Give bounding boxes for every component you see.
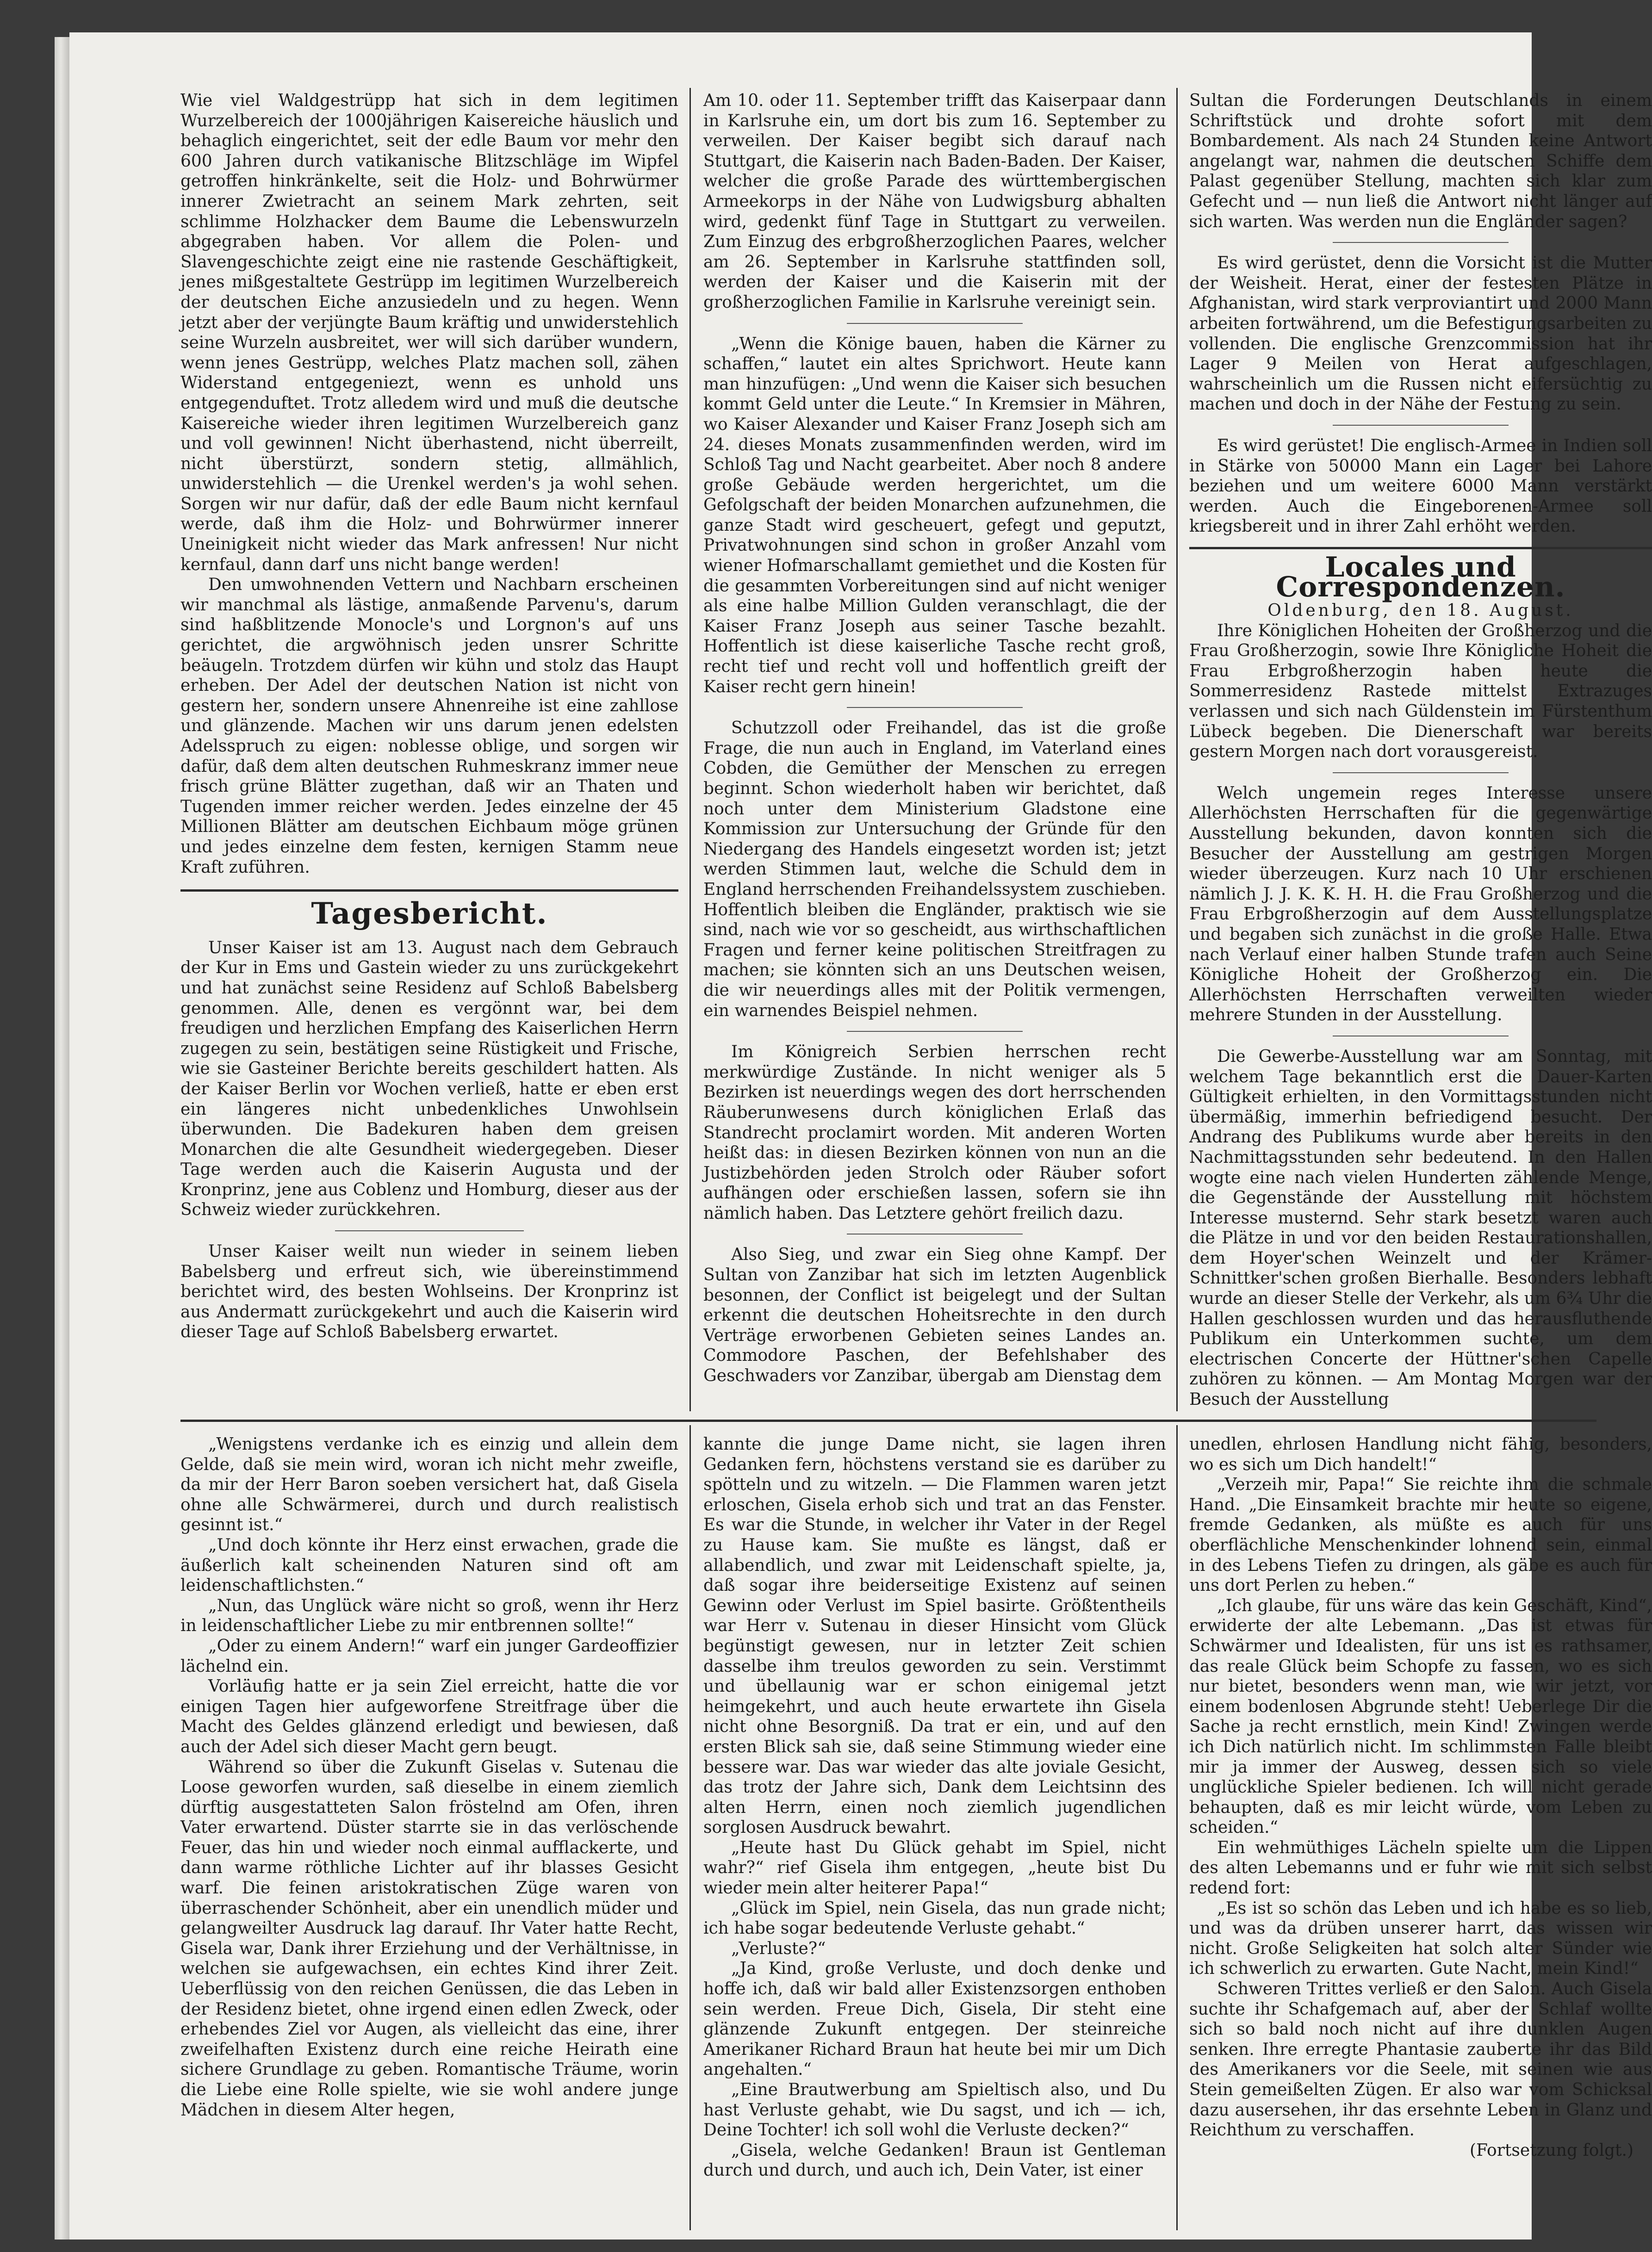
- separator: [1333, 425, 1509, 426]
- column-rule: [1176, 1425, 1178, 2230]
- column-rule: [689, 1425, 691, 2230]
- paragraph: „Wenn die Könige bauen, haben die Kärner zu schaffen,“ lautet ein altes Sprichwort. Heute kann man hinzufügen: „Und wenn die Kaiser sich besuchen kommt Geld unter die Leute.“ In Kremsier in Mähren, wo Kaiser Alexander und Kaiser Franz Joseph sich am 24. dieses Monats zusammenfinden werden, wird im Schloß Tag und Nacht gearbeitet. Aber noch 8 andere große Gebäude werden hergerichtet, um die Gefolgschaft der beiden Monarchen aufzunehmen, die ganze Stadt wird gescheuert, gefegt und geputzt, Privatwohnungen sind schon in großer Anzahl vom wiener Hofmarschallamt gemiethet und die Kosten für die gesammten Vorbereitungen sind auf nicht weniger als eine halbe Million Gulden veranschlagt, die der Kaiser Franz Joseph aus seiner Tasche bezahlt. Hoffentlich ist diese kaiserliche Tasche recht groß, recht tief und recht voll und hoffentlich greift der Kaiser recht gern hinein!: [703, 334, 1166, 696]
- column-rule: [689, 88, 691, 1411]
- paragraph: Am 10. oder 11. September trifft das Kaiserpaar dann in Karlsruhe ein, um dort bis zum 16. September zu verweilen. Der Kaiser begibt sich darauf nach Stuttgart, die Kaiserin nach Baden-Baden. Der Kaiser, welcher die große Parade des württembergischen Armeekorps in der Nähe von Ludwigsburg abhalten wird, gedenkt fünf Tage in Stuttgart zu verweilen. Zum Einzug des erbgroßherzoglichen Paares, welcher am 26. September in Karlsruhe stattfinden soll, werden der Kaiser und die Kaiserin mit der großherzoglichen Familie in Karlsruhe vereinigt sein.: [703, 91, 1166, 312]
- paragraph: Wie viel Waldgestrüpp hat sich in dem legitimen Wurzelbereich der 1000jährigen Kaisereiche häuslich und behaglich eingerichtet, seit der edle Baum vor mehr den 600 Jahren durch vatikanische Blitzschläge im Wipfel getroffen hinkränkelte, seit die Holz- und Bohrwürmer innerer Zwietracht an seinem Mark zehrten, seit schlimme Holzhacker dem Baume die Lebenswurzeln abgegraben haben. Vor allem die Polen- und Slavengeschichte zeigt eine nie rastende Geschäftigkeit, jenes mißgestaltete Gestrüpp im legitimen Wurzelbereich der deutschen Eiche anzusiedeln und zu hegen. Wenn jetzt aber der verjüngte Baum kräftig und unwiderstehlich seine Wurzeln ausbreitet, wer will sich darüber wundern, wenn jenes Gestrüpp, welches Platz machen soll, zähen Widerstand entgegeniezt, wenn es unhold uns entgegenduftet. Trotz alledem wird und muß die deutsche Kaisereiche wieder ihren legitimen Wurzelbereich ganz und voll gewinnen! Nicht überhastend, nicht überreilt, nicht überstürzt, sondern stetig, allmählich, unwiderstehlich — die Urenkel werden's ja wohl sehen. Sorgen wir nur dafür, daß der edle Baum nicht kernfaul werde, daß ihm die Holz- und Bohrwürmer innerer Uneinigkeit nicht wieder das Mark anfressen! Nur nicht kernfaul, dann darf uns nicht bange werden!: [180, 91, 678, 574]
- section-rule: [180, 889, 678, 892]
- paragraph: „Es ist so schön das Leben und ich habe es so lieb, und was da drüben unserer harrt, das wissen wir nicht. Große Seligkeiten hat solch alter Sünder wie ich schwerlich zu erwarten. Gute Nacht, mein Kind!“: [1189, 1898, 1652, 1979]
- paragraph: „Oder zu einem Andern!“ warf ein junger Gardeoffizier lächelnd ein.: [180, 1636, 678, 1676]
- feuilleton-rule: [180, 1420, 1596, 1422]
- feuilleton-column-3: [1189, 1434, 1652, 2230]
- paragraph: Ihre Königlichen Hoheiten der Großherzog und die Frau Großherzogin, sowie Ihre Königliche Hoheit die Frau Erbgroßherzogin haben heute die Sommerresidenz Rastede mittelst Extrazuges verlassen und sich nach Güldenstein im Fürstenthum Lübeck begeben. Die Dienerschaft war bereits gestern Morgen nach dort vorausgereist.: [1189, 621, 1652, 762]
- paragraph: Also Sieg, und zwar ein Sieg ohne Kampf. Der Sultan von Zanzibar hat sich im letzten Augenblick besonnen, der Conflict ist beigelegt und der Sultan erkennt die deutschen Hoheitsrechte in den durch Verträge erworbenen Gebieten seines Landes an. Commodore Paschen, der Befehlshaber des Geschwaders vor Zanzibar, übergab am Dienstag dem: [703, 1245, 1166, 1386]
- dateline: Oldenburg, den 18. August.: [1267, 601, 1574, 620]
- paragraph: „Eine Brautwerbung am Spieltisch also, und Du hast Verluste gehabt, wie Du sagst, und ich — ich, Deine Tochter! ich soll wohl die Verluste decken?“: [703, 2080, 1166, 2140]
- paragraph: „Gisela, welche Gedanken! Braun ist Gentleman durch und durch, und auch ich, Dein Vater, ist einer: [703, 2140, 1166, 2180]
- paragraph: Welch ungemein reges Interesse unsere Allerhöchsten Herrschaften für die gegenwärtige Ausstellung bekunden, davon konnten sich die Besucher der Ausstellung am gestrigen Morgen wieder überzeugen. Kurz nach 10 Uhr erschienen nämlich J. J. K. K. H. H. die Frau Großherzog und die Frau Erbgroßherzogin auf dem Ausstellungsplatze und begaben sich zunächst in die große Halle. Etwa nach Verlauf einer halben Stunde trafen auch Seine Königliche Hoheit der Großherzog ein. Die Allerhöchsten Herrschaften verweilten wieder mehrere Stunden in der Ausstellung.: [1189, 783, 1652, 1025]
- paragraph: „Heute hast Du Glück gehabt im Spiel, nicht wahr?“ rief Gisela ihm entgegen, „heute bist Du wieder mein alter heiterer Papa!“: [703, 1838, 1166, 1898]
- section-heading-locales: Locales und Correspondenzen.: [1276, 551, 1565, 604]
- paragraph: Unser Kaiser ist am 13. August nach dem Gebrauch der Kur in Ems und Gastein wieder zu uns zurückgekehrt und hat zunächst seine Residenz auf Schloß Babelsberg genommen. Alle, denen es vergönnt war, bei dem freudigen und herzlichen Empfang des Kaiserlichen Herrn zugegen zu sein, bestätigen seine Rüstigkeit und Frische, wie sie Gasteiner Berichte bereits geschildert hatten. Als der Kaiser Berlin vor Wochen verließ, hatte er eben erst ein längeres nicht unbedenkliches Unwohlsein überwunden. Die Badekuren haben dem greisen Monarchen die alte Gesundheit wiedergegeben. Dieser Tage werden auch die Kaiserin Augusta und der Kronprinz, jene aus Coblenz und Homburg, dieser aus der Schweiz wieder zurückkehren.: [180, 938, 678, 1220]
- paragraph: Es wird gerüstet! Die englisch-Armee in Indien soll in Stärke von 50000 Mann ein Lager bei Lahore beziehen und um weitere 6000 Mann verstärkt werden. Auch die Eingeborenen-Armee soll kriegsbereit und in ihrer Zahl erhöht werden.: [1189, 436, 1652, 536]
- column-1: [180, 91, 678, 1419]
- paragraph: „Verzeih mir, Papa!“ Sie reichte ihm die schmale Hand. „Die Einsamkeit brachte mir heute so eigene, fremde Gedanken, als müßte es auch für uns oberflächliche Menschenkinder lohnend sein, einmal in des Lebens Tiefen zu dringen, als gäbe es auch für uns dort Perlen zu heben.“: [1189, 1475, 1652, 1595]
- paragraph: „Wenigstens verdanke ich es einzig und allein dem Gelde, daß sie mein wird, woran ich nicht mehr zweifle, da mir der Herr Baron soeben versichert hat, daß Gisela ohne alle Schwärmerei, durch und durch realistisch gesinnt ist.“: [180, 1435, 678, 1535]
- column-rule: [1176, 88, 1178, 1411]
- paragraph: Die Gewerbe-Ausstellung war am Sonntag, mit welchem Tage bekanntlich erst die Dauer-Karten Gültigkeit erhielten, in den Vormittagsstunden nicht übermäßig, immerhin befriedigend besucht. Der Andrang des Publikums wurde aber bereits in den Nachmittagsstunden sehr bedeutend. In den Hallen wogte eine nach vielen Hunderten zählende Menge, die Gegenstände der Ausstellung mit höchstem Interesse musternd. Sehr stark besetzt waren auch die Plätze in und vor den beiden Restaurationshallen, dem Hoyer'schen Weinzelt und der Krämer-Schnittker'schen großen Bierhalle. Besonders lebhaft wurde an dieser Stelle der Verkehr, als um 6¾ Uhr die Hallen geschlossen wurden und das herausfluthende Publikum ein Unterkommen suchte, um dem electrischen Concerte der Hüttner'schen Capelle zuhören zu können. — Am Montag Morgen war der Besuch der Ausstellung: [1189, 1047, 1652, 1409]
- paragraph: Den umwohnenden Vettern und Nachbarn erscheinen wir manchmal als lästige, anmaßende Parvenu's, darum sind haßblitzende Monocle's und Lorgnon's auf uns gerichtet, die argwöhnisch jeden unsrer Schritte beäugeln. Trotzdem dürfen wir kühn und stolz das Haupt erheben. Der Adel der deutschen Nation ist nicht von gestern her, sondern unsere Ahnenreihe ist eine zahllose und glänzende. Machen wir uns darum jenen edelsten Adelsspruch zu eigen: noblesse oblige, und sorgen wir dafür, daß dem alten deutschen Ruhmeskranz immer neue frisch grüne Blätter zugethan, daß wir an Thaten und Tugenden immer reicher werden. Jedes einzelne der 45 Millionen Blätter am deutschen Eichbaum möge grünen und jedes einzelne dem festen, kernigen Stamm neue Kraft zuführen.: [180, 575, 678, 877]
- paragraph: Während so über die Zukunft Giselas v. Sutenau die Loose geworfen wurden, saß dieselbe in einem ziemlich dürftig ausgestatteten Salon fröstelnd am Ofen, ihren Vater erwartend. Düster starrte sie in das verlöschende Feuer, das hin und wieder noch einmal aufflackerte, und dann warme röthliche Lichter auf ihr blasses Gesicht warf. Die feinen aristokratischen Züge waren von überraschender Schönheit, aber ein unendlich müder und gelangweilter Ausdruck lag darauf. Ihr Vater hatte Recht, Gisela war, Dank ihrer Erziehung und der Verhältnisse, in welchen sie aufgewachsen, ein echtes Kind ihrer Zeit. Ueberflüssig von den reichen Genüssen, die das Leben in der Residenz bietet, ohne irgend einen edlen Zweck, oder erhebendes Ziel vor Augen, als vielleicht das eine, ihrer zweifelhaften Existenz durch eine reiche Heirath eine sichere Grundlage zu geben. Romantische Träume, worin die Liebe eine Rolle spielte, wie sie wohl andere junge Mädchen in diesem Alter hegen,: [180, 1757, 678, 2120]
- newspaper-page: [69, 32, 1652, 2240]
- paragraph: „Nun, das Unglück wäre nicht so groß, wenn ihr Herz in leidenschaftlicher Liebe zu mir entbrennen sollte!“: [180, 1596, 678, 1636]
- continued-note: (Fortsetzung folgt.): [1470, 2140, 1633, 2160]
- paragraph: Es wird gerüstet, denn die Vorsicht ist die Mutter der Weisheit. Herat, einer der festesten Plätze in Afghanistan, wird stark verproviantirt und 2000 Mann arbeiten fortwährend, um die Befestigungsarbeiten zu vollenden. Die englische Grenzcommission hat ihr Lager 9 Meilen von Herat aufgeschlagen, wahrscheinlich um die Russen nicht eifersüchtig zu machen und doch in der Nähe der Festung zu sein.: [1189, 254, 1652, 414]
- paragraph: „Ich glaube, für uns wäre das kein Geschäft, Kind“, erwiderte der alte Lebemann. „Das ist etwas für Schwärmer und Idealisten, für uns ist es rathsamer, das reale Glück beim Schopfe zu fassen, wo es sich nur bietet, besonders wenn man, wie wir jetzt, vor einem bodenlosen Abgrunde steht! Ueberlege Dir die Sache ja recht ernstlich, mein Kind! Zwingen werde ich Dich natürlich nicht. Im schlimmsten Falle bleibt mir ja immer der Ausweg, dessen sich so viele unglückliche Spieler bedienen. Ich will nicht gerade behaupten, daß es mir leicht würde, vom Leben zu scheiden.“: [1189, 1596, 1652, 1837]
- column-2: [703, 91, 1166, 1419]
- feuilleton-column-2: [703, 1434, 1166, 2230]
- separator: [1333, 242, 1509, 243]
- paragraph: Sultan die Forderungen Deutschlands in einem Schriftstück und drohte sofort mit dem Bombardement. Als nach 24 Stunden keine Antwort angelangt war, nahmen die deutschen Schiffe dem Palast gegenüber Stellung, machten sich klar zum Gefecht und — nun ließ die Antwort nicht länger auf sich warten. Was werden nun die Engländer sagen?: [1189, 91, 1652, 231]
- section-heading-tagesbericht: Tagesbericht.: [311, 896, 548, 931]
- column-3: [1189, 91, 1652, 1419]
- paragraph: Schutzzoll oder Freihandel, das ist die große Frage, die nun auch in England, im Vaterland eines Cobden, die Gemüther der Menschen zu erregen beginnt. Schon wiederholt haben wir berichtet, daß noch unter dem Ministerium Gladstone eine Kommission zur Untersuchung der Gründe für den Niedergang des Handels eingesetzt worden ist; jetzt werden Stimmen laut, welche die Schuld dem in England herrschenden Freihandelssystem zuschieben. Hoffentlich bleiben die Engländer, praktisch wie sie sind, nach wie vor so gescheidt, aus wirthschaftlichen Fragen und ferner keine politischen Streitfragen zu machen; sie könnten sich an uns Deutschen weisen, die wir neuerdings alles mit der Politik vermengen, ein warnendes Beispiel nehmen.: [703, 719, 1166, 1020]
- separator: [335, 1230, 524, 1231]
- paragraph: „Glück im Spiel, nein Gisela, das nun grade nicht; ich habe sogar bedeutende Verluste gehabt.“: [703, 1898, 1166, 1938]
- page-edge: [55, 37, 70, 2240]
- paragraph: unedlen, ehrlosen Handlung nicht fähig, besonders, wo es sich um Dich handelt!“: [1189, 1435, 1652, 1474]
- paragraph: Vorläufig hatte er ja sein Ziel erreicht, hatte die vor einigen Tagen hier aufgeworfene Streitfrage über die Macht des Geldes glänzend erledigt und bewiesen, daß auch der Adel sich dieser Macht gern beugt.: [180, 1677, 678, 1756]
- separator: [847, 323, 1023, 324]
- paragraph: Im Königreich Serbien herrschen recht merkwürdige Zustände. In nicht weniger als 5 Bezirken ist neuerdings wegen des dort herrschenden Räuberunwesens durch königlichen Erlaß das Standrecht proclamirt worden. Mit anderen Worten heißt das: in diesen Bezirken können von nun an die Justizbehörden jeden Strolch oder Räuber sofort aufhängen oder erschießen lassen, sofern sie ihn nämlich haben. Das Letztere gehört freilich dazu.: [703, 1042, 1166, 1223]
- paragraph: Schweren Trittes verließ er den Salon. Auch Gisela suchte ihr Schafgemach auf, aber der Schlaf wollte sich so bald noch nicht auf ihre dunklen Augen senken. Ihre erregte Phantasie zauberte ihr das Bild des Amerikaners vor die Seele, mit seinen wie aus Stein gemeißelten Zügen. Er also war vom Schicksal dazu ausersehen, ihr das ersehnte Leben in Glanz und Reichthum zu verschaffen.: [1189, 1979, 1652, 2140]
- paragraph: Unser Kaiser weilt nun wieder in seinem lieben Babelsberg und erfreut sich, wie übereinstimmend berichtet wird, des besten Wohlseins. Der Kronprinz ist aus Andermatt zurückgekehrt und auch die Kaiserin wird dieser Tage auf Schloß Babelsberg erwartet.: [180, 1242, 678, 1342]
- paragraph: kannte die junge Dame nicht, sie lagen ihren Gedanken fern, höchstens verstand sie es darüber zu spötteln und zu witzeln. — Die Flammen waren jetzt erloschen, Gisela erhob sich und trat an das Fenster. Es war die Stunde, in welcher ihr Vater in der Regel zu Hause kam. Sie mußte es längst, daß er allabendlich, und zwar mit Leidenschaft spielte, ja, daß sogar ihre beiderseitige Existenz auf seinen Gewinn oder Verlust im Spiel basirte. Größtentheils war Herr v. Sutenau in dieser Hinsicht vom Glück begünstigt gewesen, nur in letzter Zeit schien dasselbe ihm treulos geworden zu sein. Verstimmt und übellaunig war er schon einigemal jetzt heimgekehrt, und auch heute erwartete ihn Gisela nicht ohne Besorgniß. Da trat er ein, und auf den ersten Blick sah sie, daß seine Stimmung wieder eine bessere war. Das war wieder das alte joviale Gesicht, das trotz der Jahre sich, Dank dem Leichtsinn des alten Herrn, einen noch ziemlich jugendlichen sorglosen Ausdruck bewahrt.: [703, 1435, 1166, 1837]
- separator: [847, 1234, 1023, 1235]
- paragraph: „Ja Kind, große Verluste, und doch denke und hoffe ich, daß wir bald aller Existenzsorgen enthoben sein werden. Freue Dich, Gisela, Dir steht eine glänzende Zukunft entgegen. Der steinreiche Amerikaner Richard Braun hat heute bei mir um Dich angehalten.“: [703, 1959, 1166, 2079]
- paragraph: „Und doch könnte ihr Herz einst erwachen, grade die äußerlich kalt scheinenden Naturen sind oft am leidenschaftlichsten.“: [180, 1535, 678, 1595]
- separator: [1333, 772, 1509, 773]
- separator: [847, 1031, 1023, 1032]
- paragraph: Ein wehmüthiges Lächeln spielte um die Lippen des alten Lebemanns und er fuhr wie mit sich selbst redend fort:: [1189, 1838, 1652, 1898]
- separator: [847, 707, 1023, 708]
- section-rule: [1189, 547, 1652, 549]
- feuilleton-column-1: [180, 1434, 678, 2230]
- paragraph: „Verluste?“: [731, 1939, 826, 1958]
